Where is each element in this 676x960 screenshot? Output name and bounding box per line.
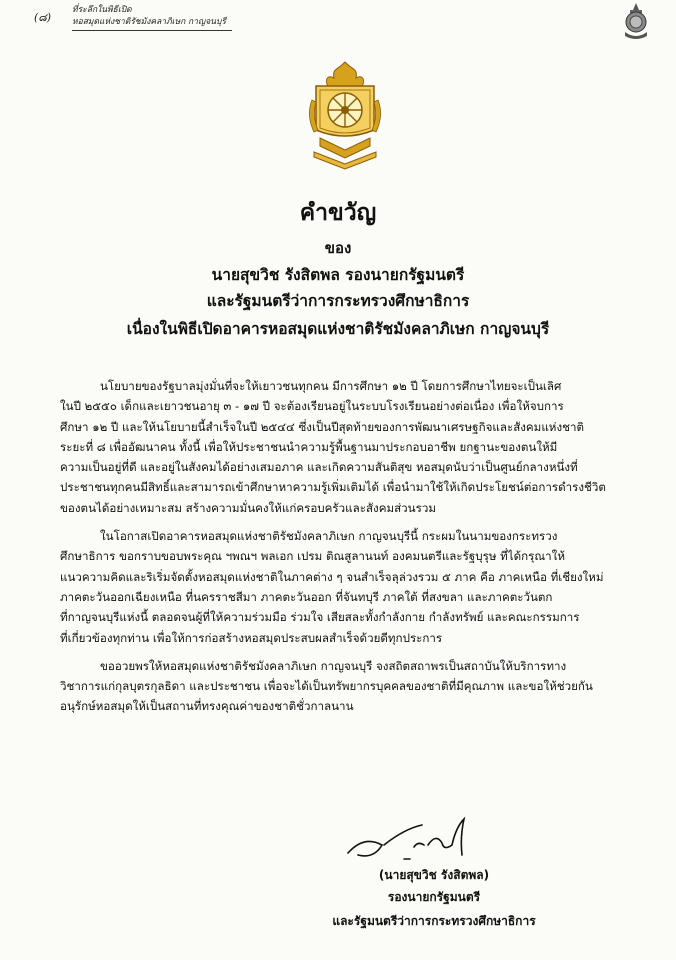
message-body xyxy=(60,376,640,717)
paragraph-3-line: อนุรักษ์หอสมุดให้เป็นสถานที่ทรงคุณค่าของชาติชั่วกาลนาน xyxy=(60,699,354,714)
author-line: นายสุขวิช รังสิตพล รองนายกรัฐมนตรี xyxy=(211,266,465,284)
paragraph-1-line: ความเป็นอยู่ที่ดี และอยู่ในสังคมได้อย่างเสมอภาค และเกิดความสันติสุข หอสมุดนับว่าเป็นศูนย์กลางหนึ่งที่ xyxy=(60,460,578,475)
paragraph-2-line: ภาคตะวันออกเฉียงเหนือ ที่นครราชสีมา ภาคตะวันออก ที่จันทบุรี ภาคใต้ ที่สงขลา และภาคตะวันตก xyxy=(60,589,553,604)
title-of: ของ xyxy=(324,239,352,257)
signatory-position-1: รองนายกรัฐมนตรี xyxy=(387,890,481,904)
document-title: คำขวัญ xyxy=(299,200,377,226)
paragraph-2-line: แนวความคิดและริเริ่มจัดตั้งหอสมุดแห่งชาติในภาคต่าง ๆ จนสำเร็จลุล่วงรวม ๕ ภาค คือ ภาคเหนือ ที่เชียงใหม่ xyxy=(60,569,604,584)
paragraph-2-line: ศึกษาธิการ ขอกราบขอบพระคุณ ฯพณฯ พลเอก เปรม ติณสูลานนท์ องคมนตรีและรัฐบุรุษ ที่ได้กรุณาให้ xyxy=(60,549,565,564)
paragraph-1-line: ศึกษา ๑๒ ปี และให้นโยบายนี้สำเร็จในปี ๒๕๔๔ ซึ่งเป็นปีสุดท้ายของการพัฒนาเศรษฐกิจและสังคมแห่งชาติ xyxy=(60,419,585,434)
royal-seal-icon xyxy=(622,2,650,40)
paragraph-1-line: นโยบายของรัฐบาลมุ่งมั่นที่จะให้เยาวชนทุกคน มีการศึกษา ๑๒ ปี โดยการศึกษาไทยจะเป็นเลิศ xyxy=(100,379,562,393)
ministry-emblem-icon xyxy=(306,60,384,170)
occasion-line: เนื่องในพิธีเปิดอาคารหอสมุดแห่งชาติรัชมังคลาภิเษก กาญจนบุรี xyxy=(126,320,550,338)
signatory-position-2: และรัฐมนตรีว่าการกระทรวงศึกษาธิการ xyxy=(332,914,536,928)
header-line-2: หอสมุดแห่งชาติรัชมังคลาภิเษก กาญจนบุรี xyxy=(72,17,226,27)
signatory-name: (นายสุขวิช รังสิตพล) xyxy=(378,868,490,882)
paragraph-1-line: ของตนได้อย่างเหมาะสม สร้างความมั่นคงให้แก่ครอบครัวและสังคมส่วนรวม xyxy=(60,500,436,515)
paragraph-2-line: ที่กาญจนบุรีแห่งนี้ ตลอดจนผู้ที่ให้ความร่วมมือ ร่วมใจ เสียสละทั้งกำลังกาย กำลังทรัพย์ และคณะกรรมการ xyxy=(60,610,580,625)
handwritten-signature-icon xyxy=(344,815,494,867)
paragraph-1-line: ในปี ๒๕๕๐ เด็กและเยาวชนอายุ ๓ - ๑๗ ปี จะต้องเรียนอยู่ในระบบโรงเรียนอย่างต่อเนื่อง เพื่อให้จบการ xyxy=(60,399,564,414)
page-number: (๘) xyxy=(34,11,52,24)
paragraph-2-line: ที่เกี่ยวข้องทุกท่าน เพื่อให้การก่อสร้างหอสมุดประสบผลสำเร็จด้วยดีทุกประการ xyxy=(60,630,443,645)
header-line-1: ที่ระลึกในพิธีเปิด xyxy=(72,5,132,15)
paragraph-1-line: ประชาชนทุกคนมีสิทธิ์และสามารถเข้าศึกษาหาความรู้เพิ่มเติมได้ เพื่อนำมาใช้ให้เกิดประโยชน์ต่อการดำรงชีวิต xyxy=(60,480,606,495)
paragraph-2-line: ในโอกาสเปิดอาคารหอสมุดแห่งชาติรัชมังคลาภิเษก กาญจนบุรีนี้ กระผมในนามของกระทรวง xyxy=(100,529,558,544)
header-rule xyxy=(72,30,232,31)
author-position-line: และรัฐมนตรีว่าการกระทรวงศึกษาธิการ xyxy=(206,292,470,310)
header-caption xyxy=(72,4,226,28)
paragraph-1-line: ระยะที่ ๘ เพื่ออัฒนาคน ทั้งนี้ เพื่อให้ประชาชนนำความรู้พื้นฐานมาประกอบอาชีพ ยกฐานะของตนให้มี xyxy=(60,439,558,454)
paragraph-3-line: วิชาการแก่กุลบุตรกุลธิดา และประชาชน เพื่อจะได้เป็นทรัพยากรบุคคลของชาติที่มีคุณภาพ และขอให้ช่วยกัน xyxy=(60,679,593,694)
paragraph-3-line: ขออวยพรให้หอสมุดแห่งชาติรัชมังคลาภิเษก กาญจนบุรี จงสถิตสถาพรเป็นสถาบันให้บริการทาง xyxy=(100,658,567,673)
